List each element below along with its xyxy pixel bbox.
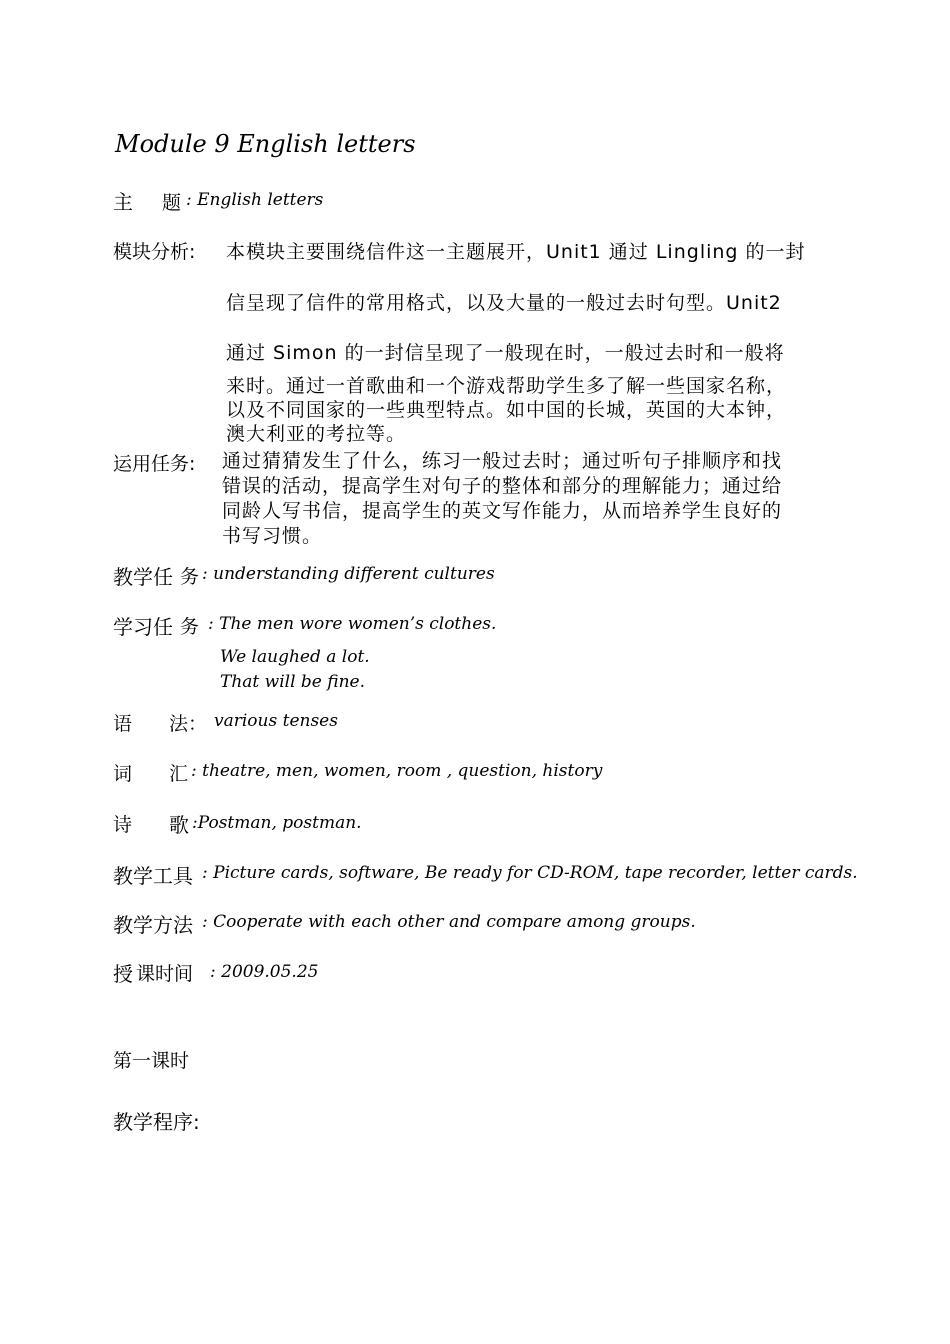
date-label: 授 [113, 962, 133, 986]
analysis-line: 本模块主要围绕信件这一主题展开，Unit1 通过 Lingling 的一封 [226, 241, 806, 263]
poem-label: 诗 [113, 814, 133, 836]
learning-task-label: 学习任 [113, 615, 173, 639]
tasks-line: 书写习惯。 [222, 525, 323, 547]
teaching-task-label-2: 务 [180, 566, 200, 588]
analysis-line: 以及不同国家的一些典型特点。如中国的长城，英国的大本钟， [226, 399, 787, 421]
method-label: 教学方法 [113, 913, 193, 937]
lesson-heading: 第一课时 [113, 1050, 190, 1072]
learning-task-sentence: : The men wore women’s clothes. [208, 614, 497, 634]
analysis-line: 信呈现了信件的常用格式，以及大量的一般过去时句型。Unit2 [226, 292, 782, 314]
document-title: Module 9 English letters [115, 130, 416, 158]
tools-label: 教学工具 [113, 864, 193, 888]
tasks-line: 错误的活动，提高学生对句子的整体和部分的理解能力；通过给 [222, 475, 783, 497]
learning-task-sentence: We laughed a lot. [220, 647, 370, 667]
poem-value: :Postman, postman. [192, 813, 362, 833]
procedure-heading: 教学程序: [113, 1110, 200, 1134]
vocab-label: 词 [113, 763, 133, 785]
date-value: : 2009.05.25 [210, 962, 319, 982]
method-value: : Cooperate with each other and compare among groups. [202, 912, 696, 932]
topic-value: : English letters [186, 190, 324, 210]
topic-label-2: 题 [162, 192, 182, 214]
vocab-value: : theatre, men, women, room , question, history [191, 761, 603, 781]
analysis-line: 来时。通过一首歌曲和一个游戏帮助学生多了解一些国家名称， [226, 375, 787, 397]
teaching-task-label: 教学任 [113, 565, 173, 589]
grammar-label: 语 [113, 713, 133, 735]
analysis-label: 模块分析: [113, 241, 196, 263]
tasks-line: 通过猜猜发生了什么，练习一般过去时；通过听句子排顺序和找 [222, 450, 783, 472]
tasks-label: 运用任务: [113, 453, 196, 475]
grammar-label-2: 法： [169, 713, 208, 735]
learning-task-label-2: 务 [180, 616, 200, 638]
topic-label: 主 [113, 190, 133, 214]
poem-label-2: 歌 [169, 813, 189, 837]
tools-value: : Picture cards, software, Be ready for CD-ROM, tape recorder, letter cards. [202, 863, 858, 883]
analysis-line: 澳大利亚的考拉等。 [226, 423, 407, 445]
date-label-2: 课时间 [136, 963, 194, 985]
tasks-line: 同龄人写书信，提高学生的英文写作能力，从而培养学生良好的 [222, 500, 783, 522]
learning-task-sentence: That will be fine. [220, 672, 366, 692]
vocab-label-2: 汇 [169, 763, 189, 785]
teaching-task-value: : understanding different cultures [202, 564, 495, 584]
grammar-value: various tenses [214, 711, 338, 731]
analysis-line: 通过 Simon 的一封信呈现了一般现在时，一般过去时和一般将 [226, 342, 785, 364]
